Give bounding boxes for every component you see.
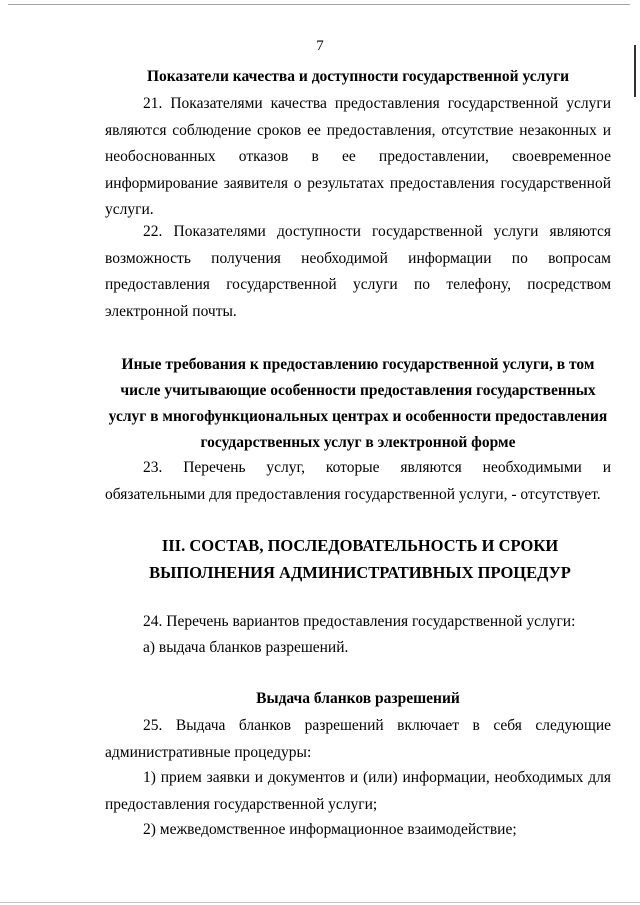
paragraph-23: 23. Перечень услуг, которые являются необходимыми и обязательными для предоставления государственной услуги, - отсутствует.: [105, 459, 611, 503]
scan-edge-top: [8, 4, 630, 5]
paragraph-21: 21. Показателями качества предоставления государственной услуги являются соблюдение сроков ее предоставления, отсутствие незаконных и необоснованных отказов в ее предоставлении, своевременное информирование заявителя о результатах предоставления государственной услуги.: [105, 95, 611, 218]
scan-edge-bottom: [0, 902, 640, 903]
page-number: 7: [316, 38, 324, 54]
paragraph-22: 22. Показателями доступности государственной услуги являются возможность получения необходимой информации по вопросам предоставления государственной услуги по телефону, посредством электронной почты.: [105, 223, 611, 320]
other-requirements-heading: Иные требования к предоставлению государственной услуги, в том числе учитывающие особенности предоставления государственных услуг в многофункциональных центрах и особенности предоставления государственных услуг в электронной форме: [108, 356, 608, 451]
section-iii-heading: III. СОСТАВ, ПОСЛЕДОВАТЕЛЬНОСТЬ И СРОКИ ВЫПОЛНЕНИЯ АДМИНИСТРАТИВНЫХ ПРОЦЕДУР: [149, 536, 571, 582]
paragraph-24: 24. Перечень вариантов предоставления государственной услуги:: [143, 613, 576, 630]
paragraph-25-item-2: 2) межведомственное информационное взаимодействие;: [143, 821, 517, 838]
paragraph-25: 25. Выдача бланков разрешений включает в себя следующие административные процедуры:: [105, 717, 611, 761]
issuance-heading: Выдача бланков разрешений: [256, 690, 460, 707]
paragraph-25-item-1: 1) прием заявки и документов и (или) информации, необходимых для предоставления государственной услуги;: [105, 769, 611, 813]
paragraph-24a: а) выдача бланков разрешений.: [143, 639, 349, 656]
quality-heading: Показатели качества и доступности государственной услуги: [146, 68, 570, 85]
